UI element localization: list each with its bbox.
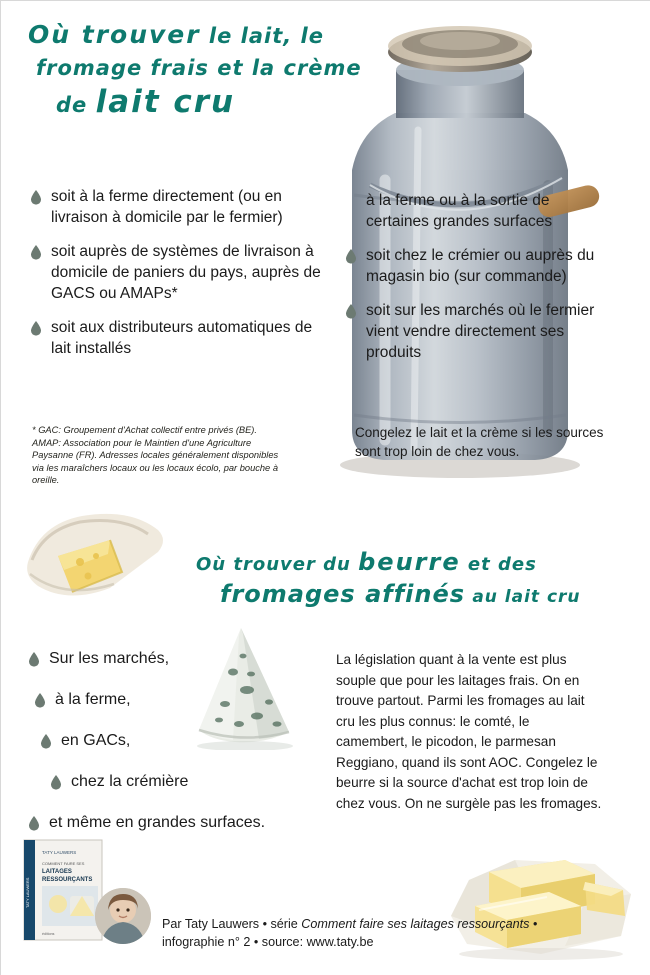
list-item [345,245,610,287]
svg-text:COMMENT FAIRE SES: COMMENT FAIRE SES [42,861,85,866]
water-drop-icon [28,652,42,667]
list-item [34,689,318,710]
water-drop-icon [30,245,44,260]
water-drop-icon [34,693,48,708]
title2-line1-c: et des [467,554,537,575]
list-item [30,241,330,304]
section2-bullets [28,648,318,853]
list-item [50,771,318,792]
svg-text:LAITAGES: LAITAGES [42,869,72,875]
water-drop-icon [30,321,44,336]
list-item [345,300,610,363]
water-drop-icon [28,816,42,831]
svg-text:TATY LAUWERS: TATY LAUWERS [42,850,77,855]
title-line2: fromage frais et la crème [36,56,362,80]
list-item [28,648,318,669]
list-item-label: soit à la ferme directement (ou en livraison à domicile par le fermier) [51,188,283,226]
water-drop-icon [30,190,44,205]
credit-part-c: • infographie n° 2 • source: www.taty.be [162,917,538,949]
water-drop-icon [50,775,64,790]
title2-line1-b: beurre [358,548,461,576]
list-item-label: à la ferme, [55,691,131,708]
list-item-label: en GACs, [61,732,131,749]
list-item-label: soit chez le crémier ou auprès du magasin bio (sur commande) [366,247,595,285]
credit-part-a: Par Taty Lauwers • série [162,917,302,931]
title2-line2-b: au lait cru [472,587,581,607]
footnote-text: * GAC: Groupement d'Achat collectif entre privés (BE). AMAP: Association pour le Maintien d'une Agriculture Paysanne (FR). Adresses locales généralement disponibles via les maraîchers locaux ou les locaux écolo, par bouche à oreille. [32,425,279,485]
list-item-label: soit sur les marchés où le fermier vient vendre directement ses produits [366,302,595,361]
water-drop-icon [345,249,359,264]
author-avatar [95,888,151,944]
svg-text:éditions: éditions [42,932,55,936]
svg-text:RESSOURÇANTS: RESSOURÇANTS [42,877,93,883]
section1-left-bullets [30,186,330,372]
list-item [40,730,318,751]
title2-line1-a: Où trouver du [196,554,351,575]
water-drop-icon [40,734,54,749]
section1-title [28,20,408,122]
title2-line2-a: fromages affinés [220,580,466,608]
credit-line [162,915,562,951]
list-item [30,186,330,228]
water-drop-icon [345,304,359,319]
list-item-label: soit auprès de systèmes de livraison à domicile de paniers du pays, auprès de GACS ou AMAPs* [51,243,321,302]
list-item-label: Sur les marchés, [49,650,170,667]
svg-text:TATY LAUWERS: TATY LAUWERS [25,877,30,908]
cheese-wedge-illustration [18,500,178,620]
list-item-label: et même en grandes surfaces. [49,814,266,831]
credit-series-title: Comment faire ses laitages ressourçants [301,917,530,931]
title-line1-a: Où trouver [28,20,201,49]
list-item-label: chez la crémière [71,773,189,790]
title-line1-b: le lait, le [208,24,324,48]
freeze-note-text: Congelez le lait et la crème si les sources sont trop loin de chez vous. [355,425,604,459]
section1-right-bullets [345,190,610,376]
section2-title [196,548,636,612]
legislation-paragraph: La législation quant à la vente est plus souple que pour les laitages frais. On en trouve partout. Parmi les fromages au lait cru les plus connus: le comté, le camembert, le picodon, le parmesan Reggiano, quand ils sont AOC. Congelez le beurre si la source d'achat est trop loin de chez vous. On ne surgèle pas les fromages. [336,652,602,811]
list-item [30,317,330,359]
title-line3-a: de [56,93,88,117]
list-item [28,812,318,833]
right-continuation-text: à la ferme ou à la sortie de certaines grandes surfaces [366,192,553,230]
list-item-label: soit aux distributeurs automatiques de lait installés [51,319,313,357]
title-line3-b: lait cru [95,84,236,120]
